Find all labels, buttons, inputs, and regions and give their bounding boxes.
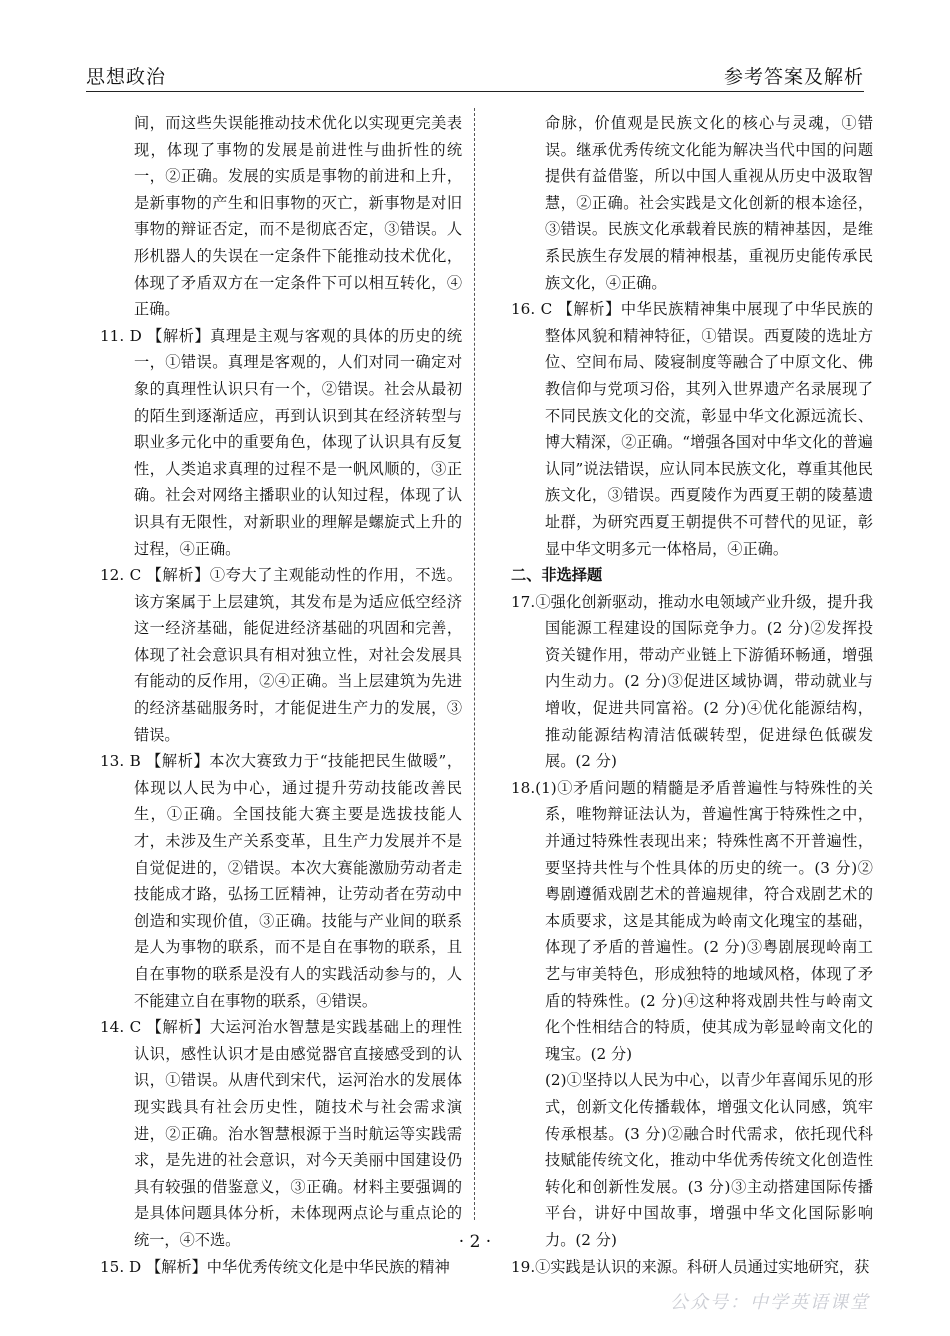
answer-11 bbox=[100, 323, 462, 562]
answer-number: 15. D bbox=[100, 1257, 142, 1276]
answer-16 bbox=[511, 296, 873, 562]
answer-text: ①强化创新驱动，推动水电领域产业升级，提升我国能源工程建设的国际竞争力。(2 分)②发挥投资关键作用，带动产业链上下游循环畅通，增强内生动力。(2 分)③促进区域协调，带动就业与增收，促进共同富裕。(2 分)④优化能源结构，推动能源结构清洁低碳转型，促进绿色低碳发展。(2 分) bbox=[535, 592, 873, 771]
section-heading: 二、非选择题 bbox=[511, 566, 603, 585]
answer-18-part-1 bbox=[511, 775, 873, 1068]
answer-text: 本次大赛致力于“技能把民生做暖”，体现以人民为中心，通过提升劳动技能改善民生，①正确。全国技能大赛主要是选拔技能人才，未涉及生产关系变革，且生产力发展并不是自觉促进的，②错误。本次大赛能激励劳动者走技能成才路，弘扬工匠精神，让劳动者在劳动中创造和实现价值，③正确。技能与产业间的联系是人为事物的联系，而不是自在事物的联系，且自在事物的联系是没有人的实践活动参与的，人不能建立自在事物的联系，④错误。 bbox=[134, 752, 463, 1010]
answer-15 bbox=[100, 1254, 462, 1281]
answer-19 bbox=[511, 1254, 873, 1281]
answer-number: 16. C bbox=[511, 300, 553, 319]
answer-number: 17. bbox=[511, 592, 536, 611]
answer-number: 14. C bbox=[100, 1018, 142, 1037]
analysis-tag: 【解析】 bbox=[146, 566, 210, 585]
answer-17 bbox=[511, 589, 873, 775]
answer-text: 真理是主观与客观的具体的历史的统一，①错误。真理是客观的，人们对同一确定对象的真理性认识只有一个，②错误。社会从最初的陌生到逐渐适应，再到认识到其在经济转型与职业多元化中的重要角色，体现了认识具有反复性，人类追求真理的过程不是一帆风顺的，③正确。社会对网络主播职业的认知过程，体现了认识具有无限性，对新职业的理解是螺旋式上升的过程，④正确。 bbox=[134, 326, 463, 558]
analysis-tag: 【解析】 bbox=[147, 326, 211, 345]
page-number: · 2 · bbox=[458, 1232, 492, 1252]
column-divider bbox=[474, 108, 475, 1220]
analysis-tag: 【解析】 bbox=[557, 300, 621, 319]
continued-answer: 命脉，价值观是民族文化的核心与灵魂，①错误。继承优秀传统文化能为解决当代中国的问题提供有益借鉴，所以中国人重视从历史中汲取智慧，②正确。社会实践是文化创新的根本途径，③错误。民族文化承载着民族的精神基因，是维系民族生存发展的精神根基，重视历史能传承民族文化，④正确。 bbox=[545, 114, 873, 292]
answer-text: 中华优秀传统文化是中华民族的精神 bbox=[206, 1257, 450, 1276]
header-subject: 思想政治 bbox=[86, 66, 167, 88]
header-section-title: 参考答案及解析 bbox=[723, 66, 864, 88]
answer-14 bbox=[100, 1014, 462, 1253]
right-column bbox=[511, 110, 873, 1280]
analysis-tag: 【解析】 bbox=[146, 752, 210, 771]
analysis-tag: 【解析】 bbox=[146, 1257, 207, 1276]
answer-18-part-2: (2)①坚持以人民为中心，以青少年喜闻乐见的形式，创新文化传播载体，增强文化认同感，筑牢传承根基。(3 分)②融合时代需求，依托现代科技赋能传统文化，推动中华优秀传统文化创造性转化和创新性发展。(3 分)③主动搭建国际传播平台，讲好中国故事，增强中华文化国际影响力。(2 分) bbox=[545, 1071, 873, 1249]
answer-text: ①夸大了主观能动性的作用，不选。该方案属于上层建筑，其发布是为适应低空经济这一经济基础，能促进经济基础的巩固和完善，体现了社会意识具有相对独立性，对社会发展具有能动的反作用，②④正确。当上层建筑为先进的经济基础服务时，才能促进生产力的发展，③错误。 bbox=[134, 566, 463, 744]
answer-text: 中华民族精神集中展现了中华民族的整体风貌和精神特征，①错误。西夏陵的选址方位、空间布局、陵寝制度等融合了中原文化、佛教信仰与党项习俗，其列入世界遗产名录展现了不同民族文化的交流，彰显中华文化源远流长、博大精深，②正确。“增强各国对中华文化的普遍认同”说法错误，应认同本民族文化，尊重其他民族文化，③错误。西夏陵作为西夏王朝的陵墓遗址群，为研究西夏王朝提供不可替代的见证，彰显中华文明多元一体格局，④正确。 bbox=[545, 300, 874, 558]
answer-text: (1)①矛盾问题的精髓是矛盾普遍性与特殊性的关系，唯物辩证法认为，普遍性寓于特殊性之中，并通过特殊性表现出来；特殊性离不开普遍性，要坚持共性与个性具体的历史的统一。(3 分)②粤剧遵循戏剧艺术的普遍规律，符合戏剧艺术的本质要求，这是其能成为岭南文化瑰宝的基础，体现了矛盾的普遍性。(2 分)③粤剧展现岭南工艺与审美特色，形成独特的地域风格，体现了矛盾的特殊性。(2 分)④这种将戏剧共性与岭南文化个性相结合的特质，使其成为彰显岭南文化的瑰宝。(2 分) bbox=[535, 778, 873, 1063]
continued-answer: 间，而这些失误能推动技术优化以实现更完美表现，体现了事物的发展是前进性与曲折性的统一，②正确。发展的实质是事物的前进和上升，是新事物的产生和旧事物的灭亡，新事物是对旧事物的辩证否定，而不是彻底否定，③错误。人形机器人的失误在一定条件下能推动技术优化，体现了矛盾双方在一定条件下可以相互转化，④正确。 bbox=[134, 114, 462, 319]
answer-12 bbox=[100, 562, 462, 748]
answer-text: ①实践是认识的来源。科研人员通过实地研究，获 bbox=[535, 1257, 870, 1276]
watermark: 公众号：中学英语课堂 bbox=[670, 1292, 870, 1313]
analysis-tag: 【解析】 bbox=[146, 1018, 210, 1037]
answer-number: 19. bbox=[511, 1257, 536, 1276]
left-column bbox=[100, 110, 462, 1280]
answer-number: 13. B bbox=[100, 752, 141, 771]
answer-text: 大运河治水智慧是实践基础上的理性认识，感性认识才是由感觉器官直接感受到的认识，①错误。从唐代到宋代，运河治水的发展体现实践具有社会历史性，随技术与社会需求演进，②正确。治水智慧根源于当时航运等实践需求，是先进的社会意识，对今天美丽中国建设仍具有较强的借鉴意义，③正确。材料主要强调的是具体问题具体分析，未体现两点论与重点论的统一，④不选。 bbox=[134, 1018, 463, 1249]
answer-13 bbox=[100, 748, 462, 1014]
answer-number: 18. bbox=[511, 778, 536, 797]
header-rule bbox=[86, 91, 864, 92]
answer-number: 11. D bbox=[100, 326, 142, 345]
answer-number: 12. C bbox=[100, 566, 142, 585]
